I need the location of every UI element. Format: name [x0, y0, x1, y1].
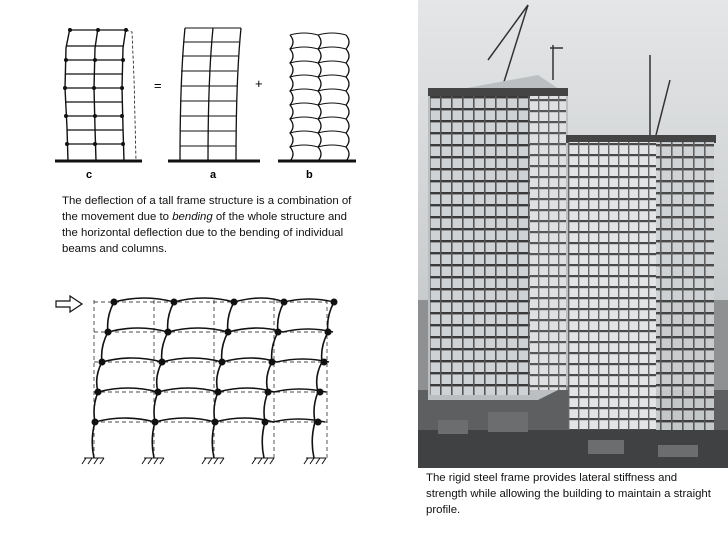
- frame-c: [55, 28, 142, 161]
- frame-deflection-diagram: [50, 18, 360, 188]
- frame-a: [168, 28, 260, 161]
- equals-operator: =: [154, 78, 162, 93]
- caption-text-before: The deflection of a tall frame structure is a combination of the movement due to: [62, 195, 352, 223]
- load-arrow-icon: [56, 296, 82, 312]
- rigid-frame-deflection-diagram: [52, 290, 342, 472]
- label-a: a: [210, 169, 217, 181]
- caption-emphasis: bending: [172, 211, 213, 223]
- label-c: c: [86, 169, 93, 181]
- towers-illustration: [418, 0, 728, 468]
- plus-operator: +: [255, 76, 263, 91]
- label-b: b: [306, 169, 313, 181]
- steel-frame-towers-photo: [418, 0, 728, 468]
- steel-frame-caption: The rigid steel frame provides lateral stiffness and strength while allowing the building to maintain a straight profile.: [426, 472, 711, 516]
- frame-b: [278, 33, 356, 161]
- caption-text-after: of the whole structure and the horizontal deflection due to the bending of individual beams and columns.: [62, 211, 347, 255]
- deflection-caption: [62, 193, 352, 257]
